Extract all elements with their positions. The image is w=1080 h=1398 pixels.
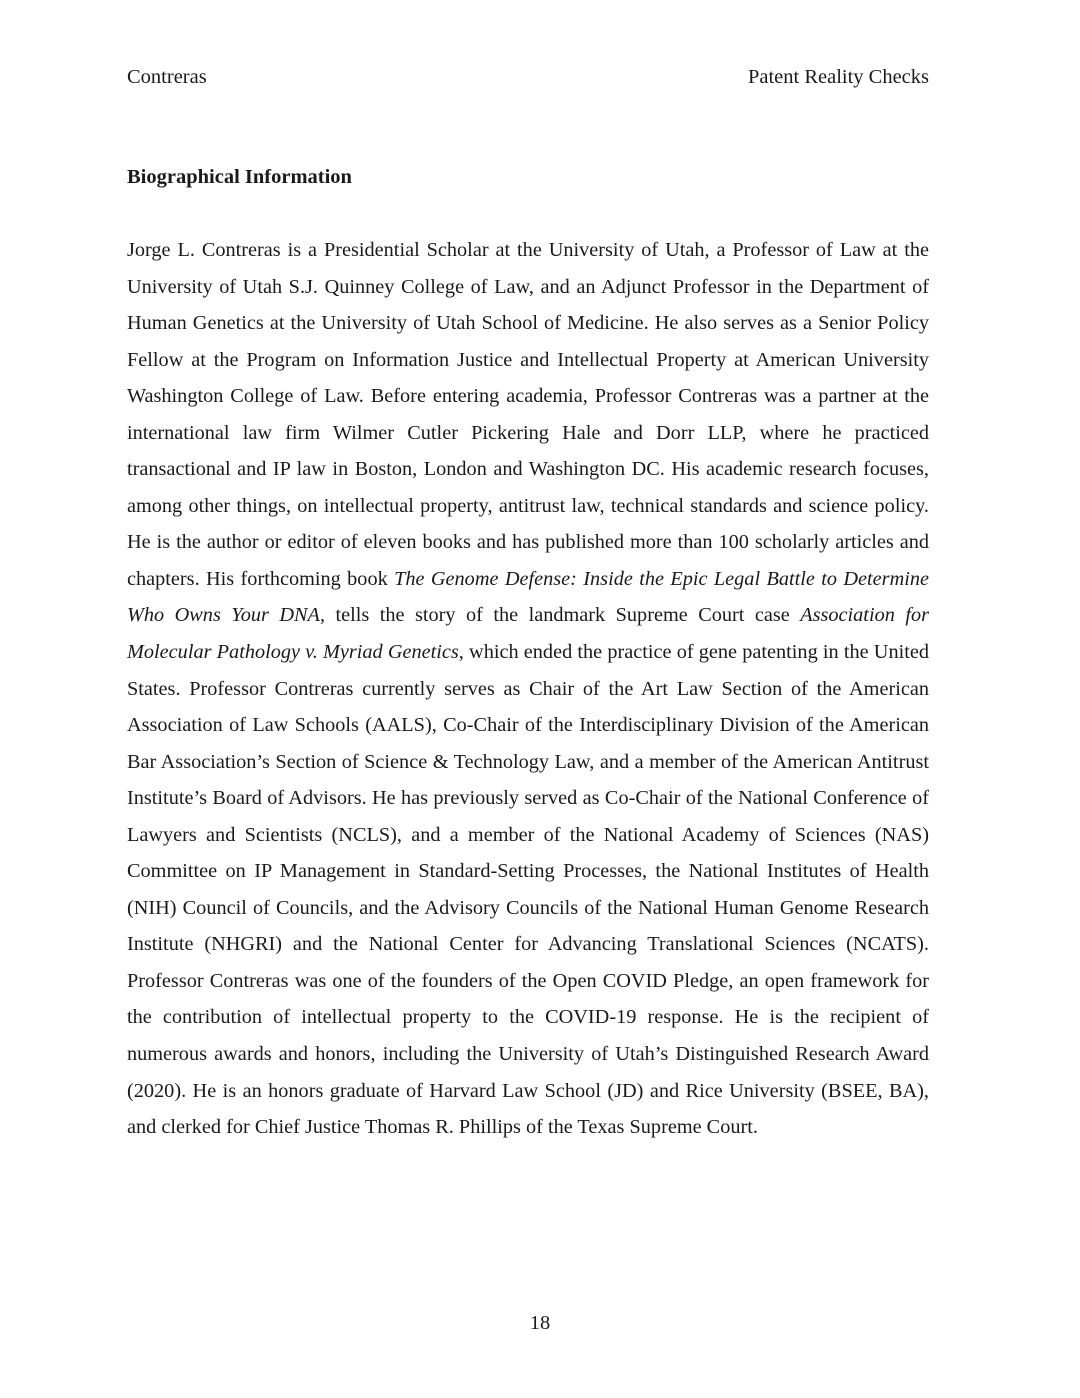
bio-text-part-1: Jorge L. Contreras is a Presidential Scholar at the University of Utah, a Professor of Law at the University of Utah S.J. Quinney College of Law, and an Adjunct Professor in the Department of Human Genetics at the University of Utah School of Medicine. He also serves as a Senior Policy Fellow at the Program on Information Justice and Intellectual Property at American University Washington College of Law. Before entering academia, Professor Contreras was a partner at the international law firm Wilmer Cutler Pickering Hale and Dorr LLP, where he practiced transactional and IP law in Boston, London and Washington DC. His academic research focuses, among other things, on intellectual property, antitrust law, technical standards and science policy. He is the author or editor of eleven books and has published more than 100 scholarly articles and chapters. His forthcoming book xyxy=(127,239,929,590)
bio-paragraph xyxy=(127,232,929,1146)
header-author: Contreras xyxy=(127,66,207,88)
bio-text-part-2: , tells the story of the landmark Supreme Court case xyxy=(319,604,801,627)
section-heading: Biographical Information xyxy=(127,166,352,188)
bio-text-part-3: , which ended the practice of gene patenting in the United States. Professor Contreras currently serves as Chair of the Art Law Section of the American Association of Law Schools (AALS), Co-Chair of the Interdisciplinary Division of the American Bar Association’s Section of Science & Technology Law, and a member of the American Antitrust Institute’s Board of Advisors. He has previously served as Co-Chair of the National Conference of Lawyers and Scientists (NCLS), and a member of the National Academy of Sciences (NAS) Committee on IP Management in Standard-Setting Processes, the National Institutes of Health (NIH) Council of Councils, and the Advisory Councils of the National Human Genome Research Institute (NHGRI) and the National Center for Advancing Translational Sciences (NCATS). Professor Contreras was one of the founders of the Open COVID Pledge, an open framework for the contribution of intellectual property to the COVID-19 response. He is the recipient of numerous awards and honors, including the University of Utah’s Distinguished Research Award (2020). He is an honors graduate of Harvard Law School (JD) and Rice University (BSEE, BA), and clerked for Chief Justice Thomas R. Phillips of the Texas Supreme Court. xyxy=(127,641,929,1139)
book-title: The Genome Defense: Inside the Epic Legal Battle to Determine Who Owns Your DNA xyxy=(127,567,929,627)
header-title: Patent Reality Checks xyxy=(747,66,929,88)
page-number: 18 xyxy=(529,1312,551,1334)
running-header xyxy=(127,64,929,90)
case-name: Association for Molecular Pathology v. Myriad Genetics xyxy=(127,604,929,664)
